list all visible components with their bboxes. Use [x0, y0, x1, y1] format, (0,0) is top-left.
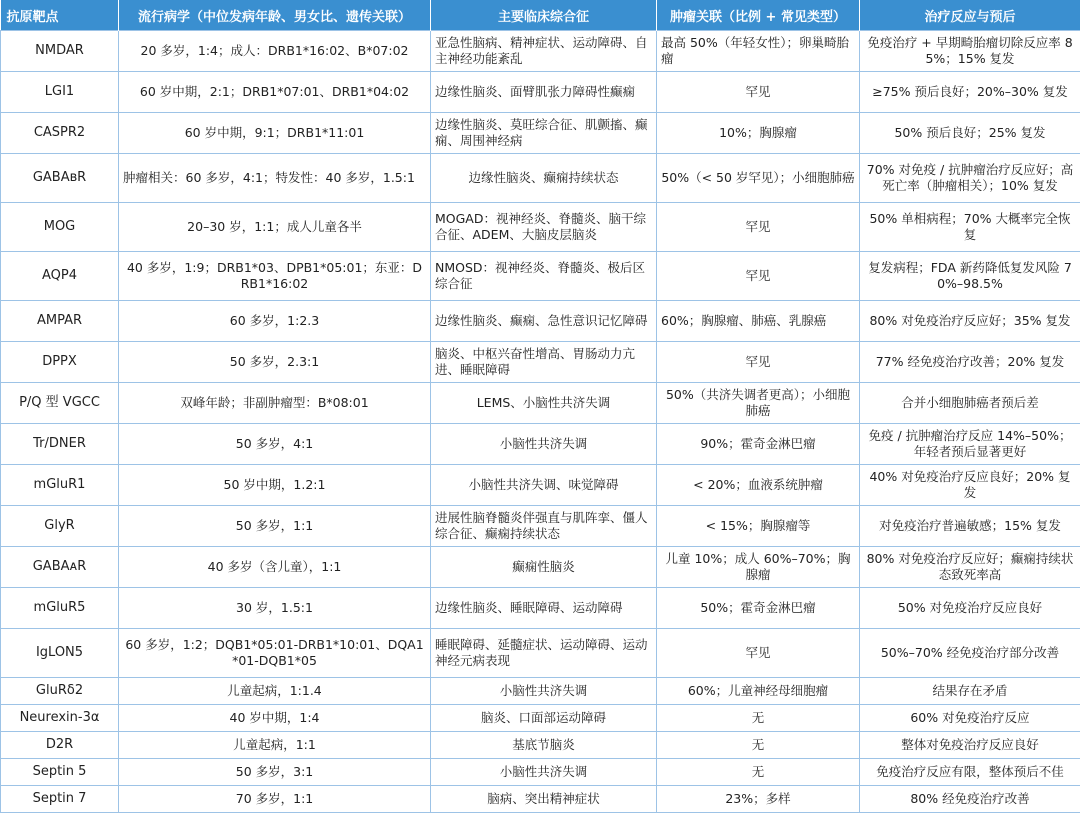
epidemiology-cell: 60 多岁，1:2；DQB1*05:01-DRB1*10:01、DQA1*01-DQB1*05: [119, 629, 431, 678]
antigen-cell: P/Q 型 VGCC: [1, 383, 119, 424]
tumor-cell: 最高 50%（年轻女性）；卵巢畸胎瘤: [657, 31, 860, 72]
antigen-cell: IgLON5: [1, 629, 119, 678]
header-antigen: 抗原靶点: [1, 0, 119, 31]
antigen-cell: GluRδ2: [1, 678, 119, 705]
prognosis-cell: 50% 对免疫治疗反应良好: [860, 588, 1080, 629]
tumor-cell: 罕见: [657, 203, 860, 252]
header-tumor: 肿瘤关联（比例 + 常见类型）: [657, 0, 860, 31]
epidemiology-cell: 20 多岁，1:4；成人：DRB1*16:02、B*07:02: [119, 31, 431, 72]
syndrome-cell: 亚急性脑病、精神症状、运动障碍、自主神经功能紊乱: [431, 31, 657, 72]
antigen-cell: AMPAR: [1, 301, 119, 342]
tumor-cell: 儿童 10%；成人 60%–70%；胸腺瘤: [657, 547, 860, 588]
tumor-cell: 无: [657, 759, 860, 786]
antigen-cell: GABAᴀR: [1, 547, 119, 588]
syndrome-cell: 睡眠障碍、延髓症状、运动障碍、运动神经元病表现: [431, 629, 657, 678]
tumor-cell: 罕见: [657, 252, 860, 301]
epidemiology-cell: 40 多岁，1:9；DRB1*03、DPB1*05:01；东亚：DRB1*16:02: [119, 252, 431, 301]
antigen-cell: GABAʙR: [1, 154, 119, 203]
epidemiology-cell: 20–30 岁，1:1；成人儿童各半: [119, 203, 431, 252]
epidemiology-cell: 60 多岁，1:2.3: [119, 301, 431, 342]
antigen-cell: Septin 7: [1, 786, 119, 813]
table-row: [1, 252, 1080, 301]
prognosis-cell: [860, 154, 1080, 203]
table-row: [1, 506, 1080, 547]
antigen-cell: Tr/DNER: [1, 424, 119, 465]
tumor-cell: 23%；多样: [657, 786, 860, 813]
tumor-cell: 无: [657, 705, 860, 732]
epidemiology-cell: 50 多岁，1:1: [119, 506, 431, 547]
prognosis-cell: 40% 对免疫治疗反应良好；20% 复发: [860, 465, 1080, 506]
table-row: [1, 342, 1080, 383]
syndrome-cell: 癫痫性脑炎: [431, 547, 657, 588]
header-syndrome: 主要临床综合征: [431, 0, 657, 31]
table-row: [1, 786, 1080, 813]
antigen-cell: Septin 5: [1, 759, 119, 786]
syndrome-cell: 脑病、突出精神症状: [431, 786, 657, 813]
tumor-cell: 50%；霍奇金淋巴瘤: [657, 588, 860, 629]
prognosis-cell: 50% 预后良好；25% 复发: [860, 113, 1080, 154]
prognosis-cell: 80% 对免疫治疗反应好；35% 复发: [860, 301, 1080, 342]
table-row: [1, 383, 1080, 424]
prognosis-text: 70% 对免疫 / 抗肿瘤治疗反应好；高死亡率（肿瘤相关）；10% 复发: [866, 162, 1074, 193]
syndrome-cell: 基底节脑炎: [431, 732, 657, 759]
table-row: [1, 203, 1080, 252]
syndrome-cell: LEMS、小脑性共济失调: [431, 383, 657, 424]
header-prognosis: 治疗反应与预后: [860, 0, 1080, 31]
syndrome-cell: 脑炎、中枢兴奋性增高、胃肠动力亢进、睡眠障碍: [431, 342, 657, 383]
syndrome-cell: 边缘性脑炎、莫旺综合征、肌颤搐、癫痫、周围神经病: [431, 113, 657, 154]
tumor-cell: 罕见: [657, 342, 860, 383]
prognosis-cell: 免疫治疗反应有限，整体预后不佳: [860, 759, 1080, 786]
table-row: [1, 154, 1080, 203]
prognosis-cell: 对免疫治疗普遍敏感；15% 复发: [860, 506, 1080, 547]
table-row: [1, 113, 1080, 154]
syndrome-cell: 边缘性脑炎、面臂肌张力障碍性癫痫: [431, 72, 657, 113]
table-row: [1, 588, 1080, 629]
table-row: [1, 705, 1080, 732]
table-row: [1, 732, 1080, 759]
tumor-cell: 无: [657, 732, 860, 759]
table-row: [1, 629, 1080, 678]
prognosis-cell: 免疫 / 抗肿瘤治疗反应 14%–50%；年轻者预后显著更好: [860, 424, 1080, 465]
prognosis-cell: 整体对免疫治疗反应良好: [860, 732, 1080, 759]
epidemiology-cell: 50 多岁，3:1: [119, 759, 431, 786]
tumor-cell: 60%；胸腺瘤、肺癌、乳腺癌: [657, 301, 860, 342]
prognosis-cell: 免疫治疗 + 早期畸胎瘤切除反应率 85%；15% 复发: [860, 31, 1080, 72]
syndrome-cell: 脑炎、口面部运动障碍: [431, 705, 657, 732]
tumor-cell: 10%；胸腺瘤: [657, 113, 860, 154]
syndrome-cell: 边缘性脑炎、睡眠障碍、运动障碍: [431, 588, 657, 629]
tumor-cell: 60%；儿童神经母细胞瘤: [657, 678, 860, 705]
tumor-cell: 50%（< 50 岁罕见）；小细胞肺癌: [657, 154, 860, 203]
epidemiology-cell: 30 岁，1.5:1: [119, 588, 431, 629]
antigen-cell: GlyR: [1, 506, 119, 547]
table-row: [1, 424, 1080, 465]
antigen-cell: MOG: [1, 203, 119, 252]
prognosis-cell: 80% 对免疫治疗反应好；癫痫持续状态致死率高: [860, 547, 1080, 588]
prognosis-cell: 60% 对免疫治疗反应: [860, 705, 1080, 732]
prognosis-cell: 50%–70% 经免疫治疗部分改善: [860, 629, 1080, 678]
syndrome-cell: 小脑性共济失调、味觉障碍: [431, 465, 657, 506]
antigen-cell: LGI1: [1, 72, 119, 113]
antigen-cell: AQP4: [1, 252, 119, 301]
table-row: [1, 547, 1080, 588]
table-row: [1, 72, 1080, 113]
tumor-cell: < 20%；血液系统肿瘤: [657, 465, 860, 506]
epidemiology-cell: 60 岁中期，2:1；DRB1*07:01、DRB1*04:02: [119, 72, 431, 113]
prognosis-cell: 80% 经免疫治疗改善: [860, 786, 1080, 813]
epidemiology-cell: 50 多岁，4:1: [119, 424, 431, 465]
prognosis-cell: 复发病程；FDA 新药降低复发风险 70%–98.5%: [860, 252, 1080, 301]
syndrome-cell: 边缘性脑炎、癫痫、急性意识记忆障碍: [431, 301, 657, 342]
antigen-cell: NMDAR: [1, 31, 119, 72]
syndrome-cell: 小脑性共济失调: [431, 759, 657, 786]
prognosis-cell: 77% 经免疫治疗改善；20% 复发: [860, 342, 1080, 383]
epidemiology-cell: 儿童起病，1:1: [119, 732, 431, 759]
header-epidemiology: 流行病学（中位发病年龄、男女比、遗传关联）: [119, 0, 431, 31]
table-row: [1, 465, 1080, 506]
syndrome-cell: 边缘性脑炎、癫痫持续状态: [431, 154, 657, 203]
epidemiology-cell: 50 岁中期，1.2:1: [119, 465, 431, 506]
tumor-cell: 罕见: [657, 72, 860, 113]
table-row: [1, 301, 1080, 342]
epidemiology-cell: 70 多岁，1:1: [119, 786, 431, 813]
tumor-cell: 90%；霍奇金淋巴瘤: [657, 424, 860, 465]
epidemiology-cell: 60 岁中期，9:1；DRB1*11:01: [119, 113, 431, 154]
table-row: [1, 678, 1080, 705]
tumor-cell: 罕见: [657, 629, 860, 678]
epidemiology-cell: 40 岁中期，1:4: [119, 705, 431, 732]
antigen-cell: DPPX: [1, 342, 119, 383]
prognosis-cell: 50% 单相病程；70% 大概率完全恢复: [860, 203, 1080, 252]
syndrome-cell: MOGAD：视神经炎、脊髓炎、脑干综合征、ADEM、大脑皮层脑炎: [431, 203, 657, 252]
prognosis-cell: 合并小细胞肺癌者预后差: [860, 383, 1080, 424]
prognosis-cell: 结果存在矛盾: [860, 678, 1080, 705]
syndrome-cell: 小脑性共济失调: [431, 678, 657, 705]
tumor-cell: 50%（共济失调者更高）；小细胞肺癌: [657, 383, 860, 424]
antigen-cell: D2R: [1, 732, 119, 759]
antigen-cell: mGluR5: [1, 588, 119, 629]
syndrome-cell: 小脑性共济失调: [431, 424, 657, 465]
antigen-cell: Neurexin-3α: [1, 705, 119, 732]
syndrome-cell: 进展性脑脊髓炎伴强直与肌阵挛、僵人综合征、癫痫持续状态: [431, 506, 657, 547]
antigen-cell: mGluR1: [1, 465, 119, 506]
header-row: [1, 0, 1080, 31]
epidemiology-cell: 50 多岁，2.3:1: [119, 342, 431, 383]
epidemiology-cell: 双峰年龄；非副肿瘤型：B*08:01: [119, 383, 431, 424]
antigen-cell: CASPR2: [1, 113, 119, 154]
epidemiology-cell: 肿瘤相关：60 多岁，4:1；特发性：40 多岁，1.5:1: [119, 154, 431, 203]
epidemiology-cell: 儿童起病，1:1.4: [119, 678, 431, 705]
table-row: [1, 31, 1080, 72]
tumor-cell: < 15%；胸腺瘤等: [657, 506, 860, 547]
table-row: [1, 759, 1080, 786]
syndrome-cell: NMOSD：视神经炎、脊髓炎、极后区综合征: [431, 252, 657, 301]
epidemiology-cell: 40 多岁（含儿童），1:1: [119, 547, 431, 588]
prognosis-cell: ≥75% 预后良好；20%–30% 复发: [860, 72, 1080, 113]
